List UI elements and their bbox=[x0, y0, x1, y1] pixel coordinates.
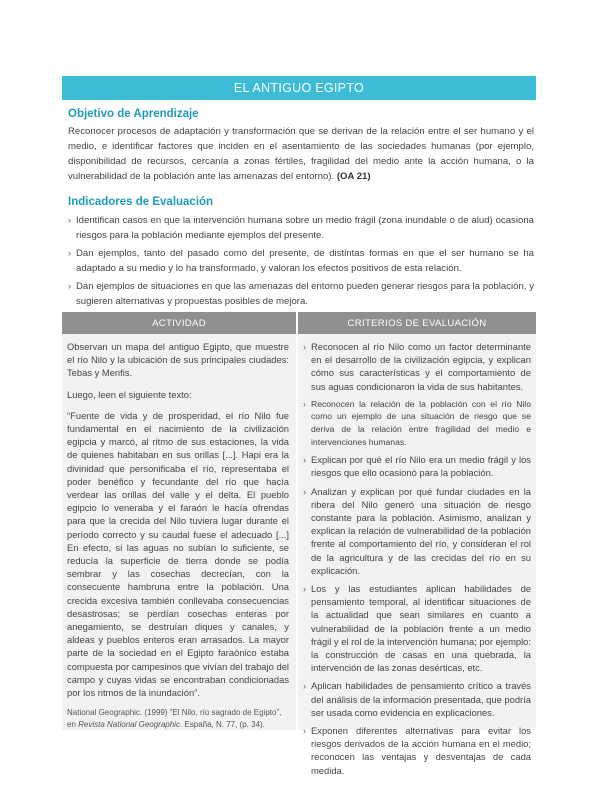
citation-post: . España, N. 77, (p. 34). bbox=[179, 720, 265, 730]
actividad-column bbox=[67, 340, 289, 739]
criterio-item: › Reconocen la relación de la población con el río Nilo como un ejemplo de una situación de riesgo que se deriva de la relación entre fragilidad del medio e intervenciones humanas. bbox=[303, 398, 531, 448]
criterio-item: › Explican por qué el río Nilo era un medio frágil y los riesgos que ello ocasionó para la población. bbox=[303, 453, 531, 479]
criterio-item: › Analizan y explican por qué fundar ciudades en la ribera del Nilo generó una situación de riesgo constante para la población. Asimismo, analizan y explican la relación de vulnerabilidad de la población frente al comportamiento del río, y consideran el rol de la agricultura y de las crecidas del río en su explicación. bbox=[303, 485, 531, 577]
actividad-lead: Luego, leen el siguiente texto: bbox=[67, 388, 192, 400]
criterio-item: › Los y las estudiantes aplican habilidades de pensamiento temporal, al identificar situaciones de la actualidad que sean similares en cuanto a vulnerabilidad de la población frente a un medio frágil y el rol de la intervención humana; por ejemplo: la construcción de casas en una quebrada, la intervención de las zonas desérticas, etc. bbox=[303, 582, 531, 674]
indicador-item: › Dan ejemplos, tanto del pasado como del presente, de distintas formas en que el ser humano se ha adaptado a su medio y lo ha transformado, y valoran los efectos positivos de esta relación. bbox=[68, 246, 534, 276]
criterio-item: › Reconocen al río Nilo como un factor determinante en el desarrollo de la civilización egipcia, y explican cómo sus características y el comportamiento de sus aguas condicionaron la vida de sus habitantes. bbox=[303, 340, 531, 393]
criterios-list bbox=[303, 340, 531, 782]
criterio-item: › Aplican habilidades de pensamiento crítico a través del análisis de la información presentada, que podría ser usada como evidencia en explicaciones. bbox=[303, 679, 531, 719]
citation-pre: en bbox=[67, 720, 79, 730]
objetivo-body: Reconocer procesos de adaptación y transformación que se derivan de la relación entre el ser humano y el medio, e identificar factores que inciden en el asentamiento de las sociedades humanas (por ejemplo, disponibilidad de recursos, cercanía a zonas fértiles, fragilidad del medio ante la acción humana, o la vulnerabilidad de la población ante las amenazas del entorno). bbox=[68, 126, 534, 182]
table-header-actividad: ACTIVIDAD bbox=[62, 312, 296, 334]
indicador-item: › Dan ejemplos de situaciones en que las amenazas del entorno pueden generar riesgos para la población, y sugieren alternativas y propuestas posibles de mejora. bbox=[68, 279, 534, 309]
indicador-item: › Identifican casos en que la intervención humana sobre un medio frágil (zona inundable o de alud) ocasiona riesgos para la población mediante ejemplos del presente. bbox=[68, 213, 534, 243]
citation-line1: National Geographic. (1999) “El Nilo, río sagrado de Egipto”, bbox=[67, 708, 282, 718]
actividad-intro: Observan un mapa del antiguo Egipto, que muestre el río Nilo y la ubicación de sus principales ciudades: Tebas y Menfis. bbox=[67, 341, 289, 379]
objetivo-heading: Objetivo de Aprendizaje bbox=[68, 108, 199, 120]
table-header-criterios: CRITERIOS DE EVALUACIÓN bbox=[298, 312, 536, 334]
indicadores-heading: Indicadores de Evaluación bbox=[68, 196, 214, 208]
criterio-item: › Exponen diferentes alternativas para evitar los riesgos derivados de la acción humana en el medio; reconocen las ventajas y desventajas de cada medida. bbox=[303, 724, 531, 777]
citation bbox=[67, 707, 289, 731]
objetivo-text bbox=[68, 124, 534, 184]
objetivo-code: (OA 21) bbox=[336, 171, 371, 182]
citation-publication: Revista National Geographic bbox=[78, 720, 180, 730]
actividad-quote: “Fuente de vida y de prosperidad, el río Nilo fue fundamental en el nacimiento de la civilización egipcia y marcó, al ritmo de sus estaciones, la vida de quienes habitaban en sus orillas [...]. Hapi era la divinidad que personificaba el río, representaba el poder benéfico y fecundante del río que hacía verdear las orillas del valle y el delta. El pueblo egipcio lo veneraba y el faraón le hacía ofrendas para que la crecida del Nilo tuviera lugar durante el período correcto y su caudal fuese el adecuado [...] En efecto, si las aguas no subían lo suficiente, se reducía la superficie de tierra donde se podía sembrar y las cosechas decrecían, con la consecuente hambruna entre la población. Una crecida excesiva también conllevaba consecuencias desastrosas; se perdían cosechas enteras por anegamiento, se destruían diques y canales, y aldeas y pueblos enteros eran arrasados. La mayor parte de la sociedad en el Egipto faraónico estaba compuesta por campesinos que vivían del trabajo del campo y cuyas vidas se encontraban condicionadas por los ritmos de la inundación”. bbox=[67, 409, 289, 699]
indicadores-list bbox=[68, 213, 534, 312]
page-title: EL ANTIGUO EGIPTO bbox=[62, 76, 536, 100]
